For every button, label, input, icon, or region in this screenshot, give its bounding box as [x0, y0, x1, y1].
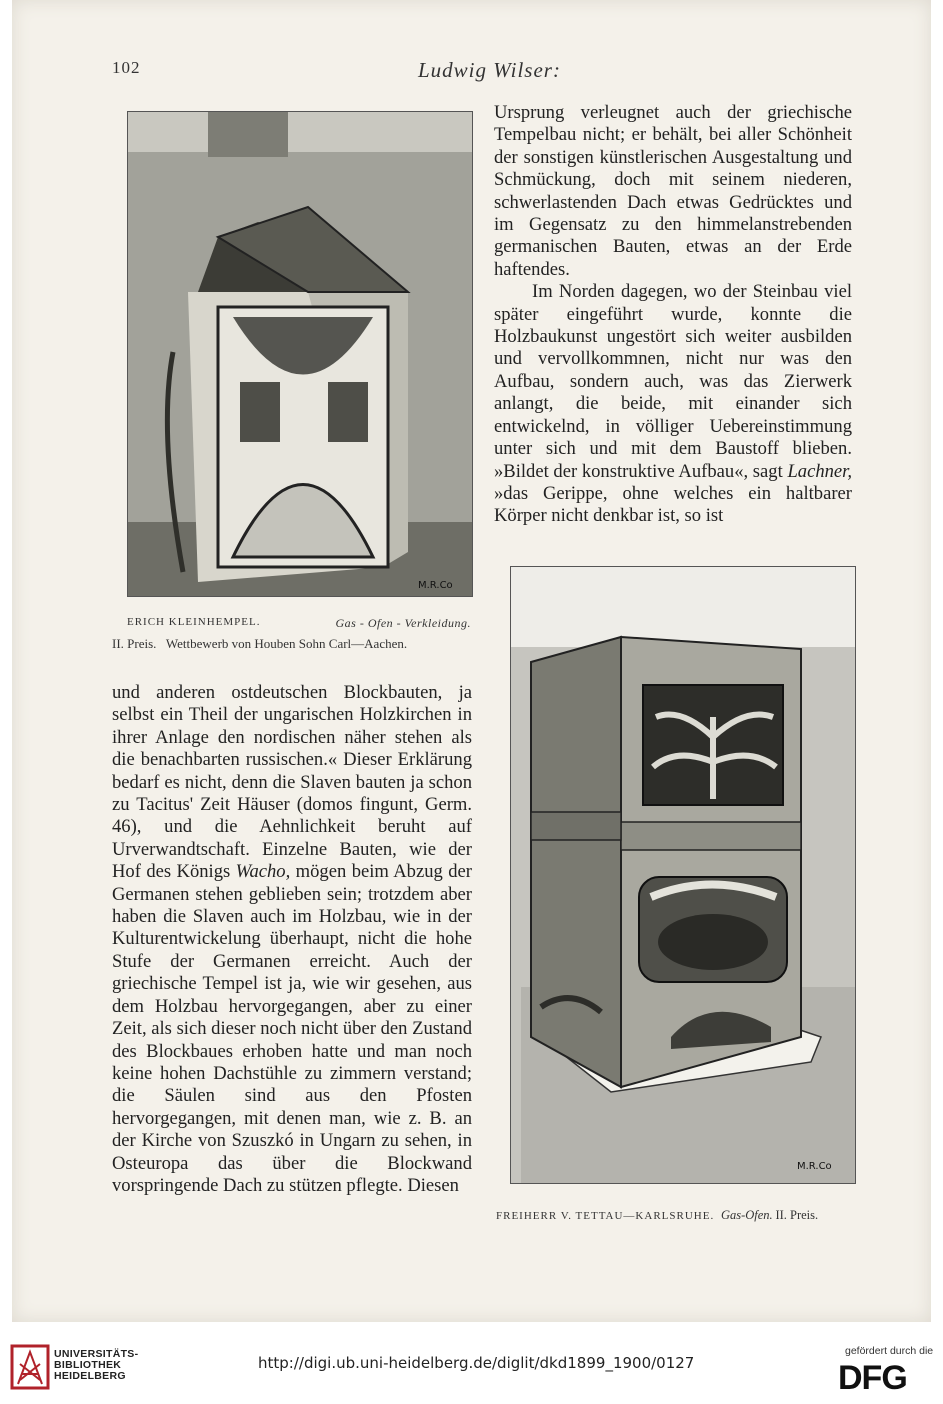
- page-number: 102: [112, 58, 141, 77]
- signature-text: M.R.Co: [797, 1161, 832, 1172]
- figure1-caption-line1: [127, 616, 471, 631]
- figure-tettau-image: [510, 566, 856, 1184]
- paragraph: Ursprung verleugnet auch der griechische Tempelbau nicht; er behält, bei aller Schönheit der sonstigen künstlerischen Ausgestaltung und Schmückung, doch mit seinem niederen, schwerlastenden Dach etwas Gedrücktes und im Gegensatz zu den himmelanstrebenden germanischen Bauten, etwas an der Erde haftendes.: [494, 102, 852, 280]
- tiled-stove-illustration: [511, 567, 855, 1183]
- right-column-text: [494, 102, 852, 538]
- figure2-title: Gas-Ofen.: [720, 1208, 773, 1222]
- funded-by-label: gefördert durch die: [845, 1345, 934, 1357]
- text-run: und anderen ostdeutschen Blockbauten, ja selbst ein Theil der ungarischen Holzkirchen in ihrer Anlage den nordischen näher stehen als die benachbarten russischen.« Dieser Erklärung bedarf es nicht, denn die Slaven bauten ja schon zu Tacitus' Zeit Häuser (domos fingunt, Germ. 46), und die Aehnlichkeit beruht auf Urverwandtschaft. Einzelne Bauten, wie der Hof des Königs: [112, 682, 472, 883]
- figure1-caption-line2: II. Preis. Wettbewerb von Houben Sohn Carl—Aachen.: [112, 636, 408, 651]
- label-line: HEIDELBERG: [54, 1370, 126, 1382]
- signature-text: M.R.Co: [418, 580, 453, 591]
- figure2-artist: FREIHERR V. TETTAU—KARLSRUHE.: [496, 1210, 715, 1222]
- text-run: Im Norden dagegen, wo der Steinbau viel später eingeführt wurde, konnte die Holzbaukunst ungestört sich weiter ausbilden und vervollkommnen, nicht nur was den Aufbau, sondern auch, was das Zierwerk anlangt, die beide, mit einander sich entwickelnd, in völliger Uebereinstimmung unter sich und mit dem Baustoff blieben. »Bildet der konstruktive Aufbau«, sagt: [494, 281, 852, 482]
- left-column-text: [112, 682, 472, 1232]
- university-seal-icon: [10, 1344, 50, 1390]
- label-line: BIBLIOTHEK: [54, 1359, 122, 1371]
- king-name: Wacho,: [235, 861, 291, 883]
- text-run: mögen beim Abzug der Germanen stehen geblieben sein; trotzdem aber haben die Slaven auch im Holzbau, wie in der Kulturentwickelung überhaupt, nicht die hohe Stufe der Germanen erreicht. Auch der griechische Tempel ist ja, wie wir gesehen, aus dem Holzbau hervorgegangen, aber zu einer Zeit, als sich dieser noch nicht über den Zustand des Blockbaues erhoben hatte und man noch keine hohen Dachstühle zu zimmern verstand; die Säulen sind aus den Pfosten hervorgegangen, mit denen man, wie z. B. an der Kirche von Szuszkó in Ungarn zu sehen, in Osteuropa das über die Blockwand vorspringende Dach zu stützen pflegte. Diesen: [112, 861, 472, 1196]
- paragraph: [112, 682, 472, 1197]
- running-head: Ludwig Wilser:: [418, 58, 561, 82]
- source-url-link[interactable]: http://digi.ub.uni-heidelberg.de/diglit/dkd1899_1900/0127: [258, 1354, 695, 1372]
- figure2-prize: II. Preis.: [775, 1208, 819, 1222]
- gas-stove-illustration: [128, 112, 472, 596]
- paragraph: [494, 281, 852, 527]
- text-run: »das Gerippe, ohne welches ein haltbarer Körper nicht denkbar ist, so ist: [494, 482, 852, 527]
- figure1-artist: ERICH KLEINHEMPEL.: [127, 616, 261, 628]
- figure-kleinhempel-image: [127, 111, 473, 597]
- author-name: Lachner,: [787, 460, 852, 482]
- figure2-caption: [496, 1208, 868, 1223]
- dfg-logo: DFG: [838, 1359, 907, 1397]
- figure1-title: Gas - Ofen - Verkleidung.: [335, 616, 471, 630]
- label-line: UNIVERSITÄTS-: [54, 1348, 139, 1360]
- university-library-label: [54, 1349, 138, 1382]
